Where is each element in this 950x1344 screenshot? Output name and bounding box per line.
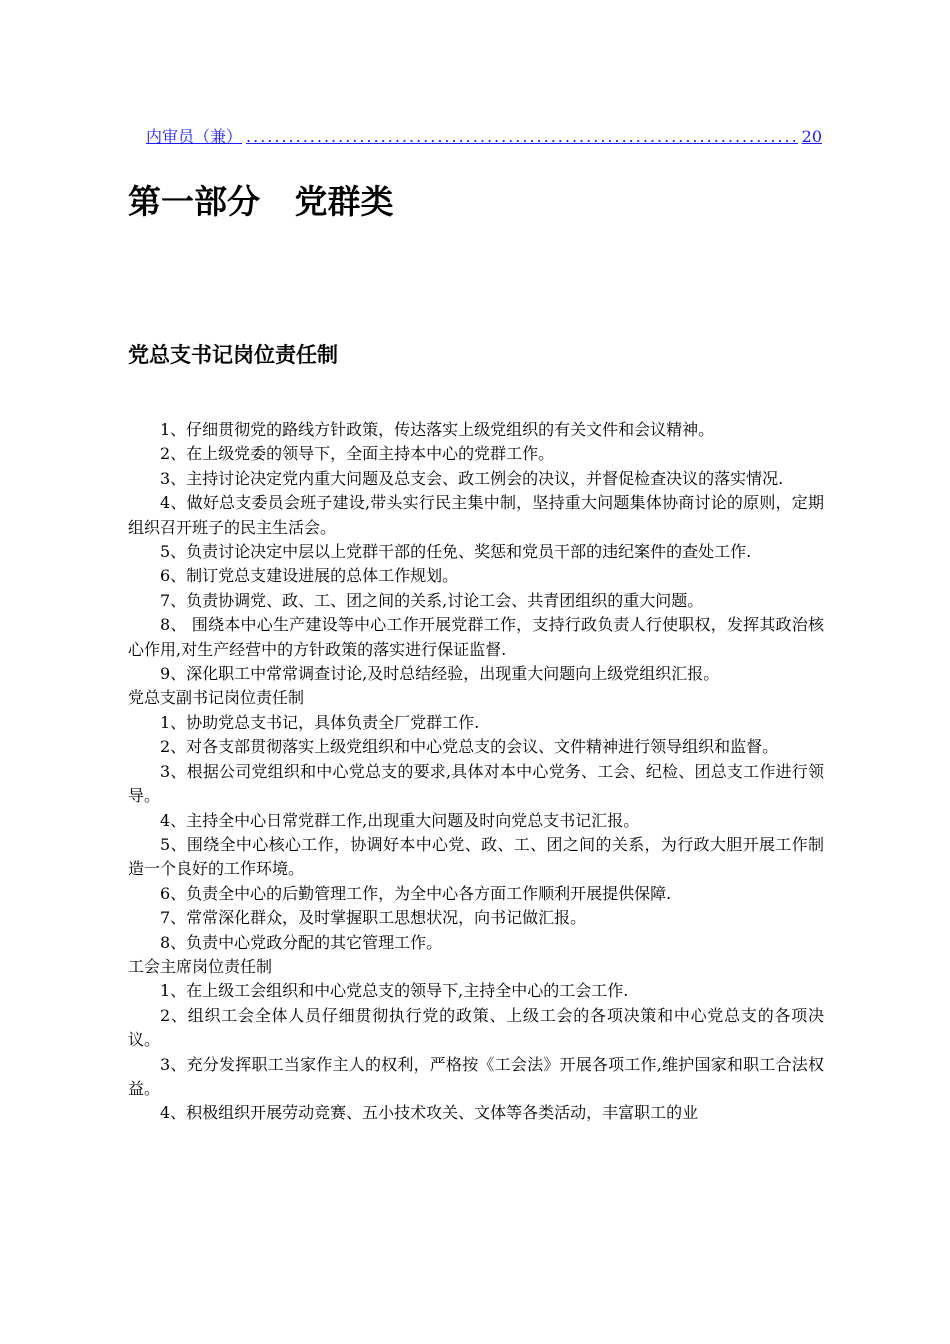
duty-item: 2、在上级党委的领导下，全面主持本中心的党群工作。 — [160, 444, 555, 464]
subsection-heading: 工会主席岗位责任制 — [128, 956, 273, 976]
duty-item: 2、组织工会全体人员仔细贯彻执行党的政策、上级工会的各项决策和中心党总支的各项决议。 — [128, 1005, 824, 1050]
duty-item: 4、做好总支委员会班子建设,带头实行民主集中制，坚持重大问题集体协商讨论的原则，定期组织召开班子的民主生活会。 — [128, 493, 824, 537]
section-heading: 党总支书记岗位责任制 — [128, 343, 338, 367]
part-heading: 第一部分 党群类 — [128, 182, 394, 221]
toc-leader-dots — [246, 127, 798, 146]
duty-item: 7、常常深化群众，及时掌握职工思想状况，向书记做汇报。 — [160, 908, 587, 928]
duty-item: 6、负责全中心的后勤管理工作，为全中心各方面工作顺利开展提供保障. — [160, 883, 672, 903]
duty-item: 8、 围绕本中心生产建设等中心工作开展党群工作，支持行政负责人行使职权，发挥其政治核心作用,对生产经营中的方针政策的落实进行保证监督. — [128, 615, 824, 659]
body-text — [128, 418, 824, 1126]
toc-entry-page: 20 — [801, 127, 822, 146]
duty-item: 3、主持讨论决定党内重大问题及总支会、政工例会的决议，并督促检查决议的落实情况. — [160, 468, 784, 488]
duty-item: 1、在上级工会组织和中心党总支的领导下,主持全中心的工会工作. — [160, 981, 629, 1001]
duty-item: 8、负责中心党政分配的其它管理工作。 — [160, 932, 443, 952]
duty-item: 5、负责讨论决定中层以上党群干部的任免、奖惩和党员干部的违纪案件的查处工作. — [160, 542, 752, 562]
duty-item: 7、负责协调党、政、工、团之间的关系,讨论工会、共青团组织的重大问题。 — [160, 590, 704, 610]
duty-item: 3、根据公司党组织和中心党总支的要求,具体对本中心党务、工会、纪检、团总支工作进行领导。 — [128, 761, 824, 806]
duty-item: 6、制订党总支建设进展的总体工作规划。 — [160, 566, 459, 586]
duty-item: 5、围绕全中心核心工作，协调好本中心党、政、工、团之间的关系，为行政大胆开展工作制造一个良好的工作环境。 — [128, 834, 824, 879]
duty-item: 1、协助党总支书记，具体负责全厂党群工作. — [160, 712, 480, 732]
duty-item: 4、主持全中心日常党群工作,出现重大问题及时向党总支书记汇报。 — [160, 810, 640, 830]
subsection-heading: 党总支副书记岗位责任制 — [128, 688, 305, 708]
duty-item: 3、充分发挥职工当家作主人的权利，严格按《工会法》开展各项工作,维护国家和职工合法权益。 — [128, 1054, 824, 1098]
duty-item: 4、积极组织开展劳动竞赛、五小技术攻关、文体等各类活动，丰富职工的业 — [160, 1103, 699, 1123]
toc-entry-link[interactable] — [146, 124, 822, 148]
duty-item: 1、仔细贯彻党的路线方针政策，传达落实上级党组织的有关文件和会议精神。 — [160, 420, 715, 439]
duty-item: 2、对各支部贯彻落实上级党组织和中心党总支的会议、文件精神进行领导组织和监督。 — [160, 737, 779, 757]
toc-entry-title: 内审员（兼） — [146, 127, 243, 146]
duty-item: 9、深化职工中常常调查讨论,及时总结经验，出现重大问题向上级党组织汇报。 — [160, 664, 720, 684]
